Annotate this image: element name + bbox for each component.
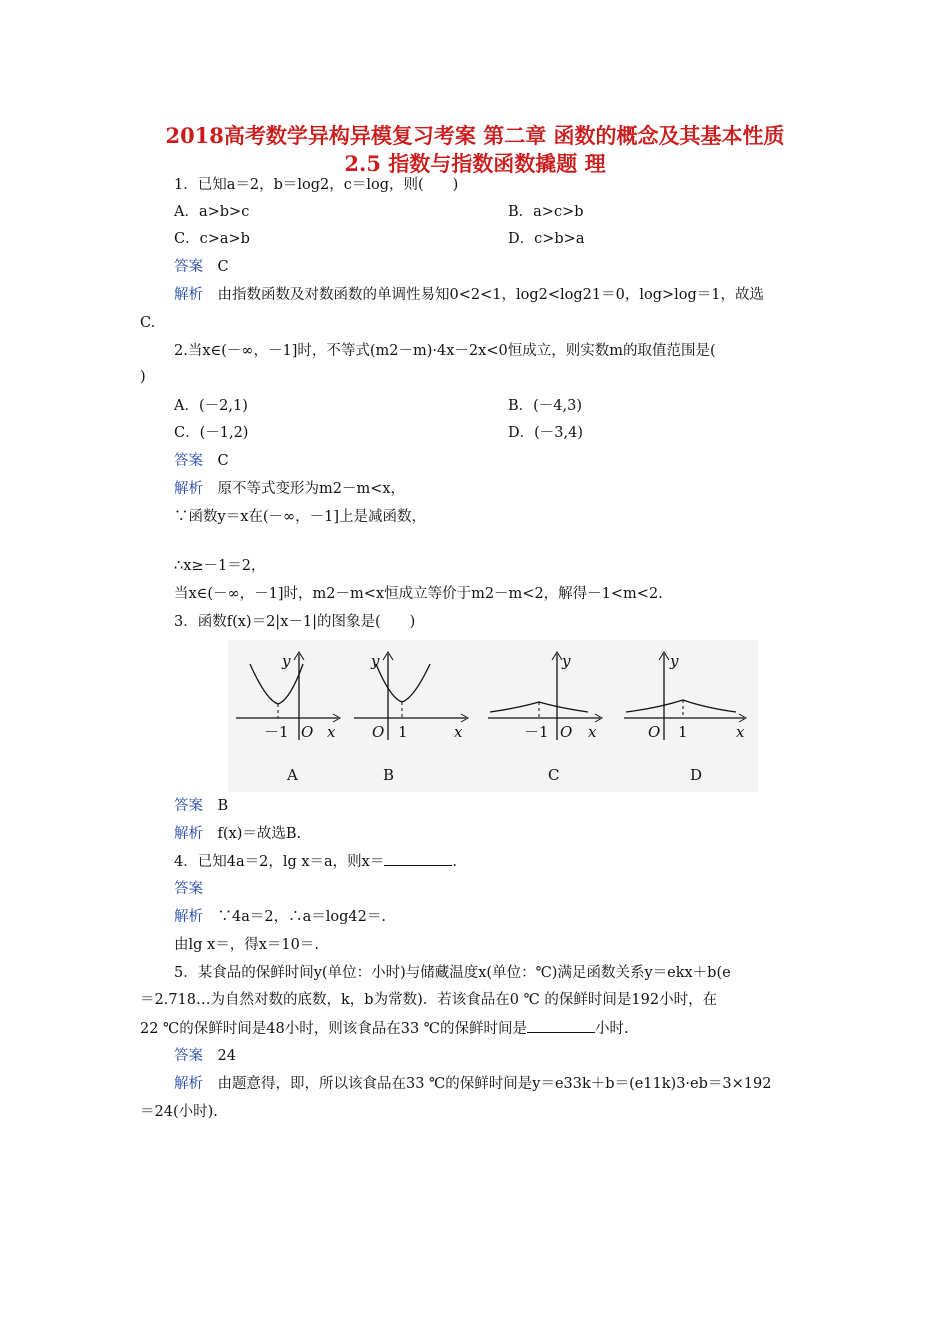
answer-label: 答案 [174,881,203,897]
answer-label: 答案 [174,453,203,469]
graph-b-tick: 1 [398,723,408,741]
graph-d-letter: D [690,766,703,784]
doc-title-line2: 2.5 指数与指数函数撬题 理 [344,151,606,176]
q1-analysis [174,285,764,305]
graph-d-y-label: y [670,652,679,670]
analysis-label: 解析 [174,1076,203,1092]
analysis-text: 由题意得，即，所以该食品在33 ℃的保鲜时间是y＝e33k＋b＝(e11k)3·eb＝3×192 [217,1076,772,1092]
q5-stem-end: 小时. [595,1021,629,1037]
answer-label: 答案 [174,798,203,814]
analysis-label: 解析 [174,909,203,925]
q4-blank [384,851,452,866]
q4-analysis [174,907,386,927]
analysis-text: 原不等式变形为m2－m<x， [217,481,406,497]
answer-label: 答案 [174,259,203,275]
graph-a-y-label: y [282,652,291,670]
graph-c-y-label: y [562,652,571,670]
q5-stem-line2: ＝2.718…为自然对数的底数，k，b为常数)．若该食品在0 ℃ 的保鲜时间是192小时，在 [140,992,718,1008]
answer-value: C [217,453,229,469]
doc-title-line1: 2018高考数学异构异模复习考案 第二章 函数的概念及其基本性质 [165,123,785,148]
q1-option-a: A．a>b>c [174,204,250,220]
q3-stem: 3．函数f(x)＝2|x－1|的图象是( ) [174,614,416,630]
q5-answer [174,1046,236,1066]
analysis-label: 解析 [174,481,203,497]
q2-option-a: A．(－2,1) [174,398,248,414]
graph-b-x-label: x [454,723,463,741]
answer-value: B [217,798,229,814]
q4-stem-text: 4．已知4a＝2，lg x＝a，则x＝ [174,854,385,870]
q5-analysis [174,1074,771,1094]
graph-options-svg [228,640,758,792]
q2-analysis-line4: 当x∈(－∞，－1]时，m2－m<x恒成立等价于m2－m<2，解得－1<m<2. [174,586,663,602]
q2-option-b: B．(－4,3) [508,398,583,414]
graph-d-tick: 1 [678,723,688,741]
analysis-label: 解析 [174,826,203,842]
q4-analysis-line2: 由lg x＝，得x＝10＝. [174,937,319,953]
answer-value: 24 [217,1048,236,1064]
q3-answer [174,796,228,816]
q2-stem-cont: ) [140,369,146,385]
answer-label: 答案 [174,1048,203,1064]
graph-a-origin: O [301,723,314,741]
graph-c-origin: O [560,723,573,741]
q1-option-b: B．a>c>b [508,204,584,220]
q1-stem: 1．已知a＝2，b＝log2，c＝log，则( ) [174,177,459,193]
q1-option-d: D．c>b>a [508,231,585,247]
graph-a-x-label: x [327,723,336,741]
analysis-label: 解析 [174,287,203,303]
q4-stem [174,851,457,872]
q3-graph-figure [228,640,758,792]
q4-answer [174,879,203,899]
q4-stem-end: . [452,854,457,870]
q2-analysis-line3: ∴x≥－1＝2， [174,558,266,574]
q1-analysis-cont: C. [140,315,156,331]
analysis-text: ∵4a＝2，∴a＝log42＝. [217,909,386,925]
q2-option-c: C．(－1,2) [174,425,249,441]
q5-stem-line3 [140,1018,629,1039]
q2-answer [174,451,229,471]
graph-b-letter: B [383,766,395,784]
q5-analysis-line2: ＝24(小时). [140,1104,218,1120]
q2-stem: 2.当x∈(－∞，－1]时，不等式(m2－m)·4x－2x<0恒成立，则实数m的取值范围是( [174,343,716,359]
q5-stem-line1: 5．某食品的保鲜时间y(单位：小时)与储藏温度x(单位：℃)满足函数关系y＝ekx＋b(e [174,965,731,981]
graph-a-tick: －1 [264,723,289,741]
graph-c-x-label: x [588,723,597,741]
q3-analysis [174,824,301,844]
answer-value: C [217,259,229,275]
q1-option-c: C．c>a>b [174,231,250,247]
q5-stem-text: 22 ℃的保鲜时间是48小时，则该食品在33 ℃的保鲜时间是 [140,1021,528,1037]
graph-c-tick: －1 [524,723,549,741]
graph-a-letter: A [287,766,298,784]
graph-b-origin: O [372,723,385,741]
q2-option-d: D．(－3,4) [508,425,583,441]
q2-analysis-line2: ∵函数y＝x在(－∞，－1]上是减函数， [174,509,426,525]
q5-blank [527,1018,595,1033]
analysis-text: f(x)＝故选B. [217,826,302,842]
graph-d-origin: O [648,723,661,741]
graph-b-y-label: y [371,652,380,670]
q1-answer [174,257,229,277]
graph-c-letter: C [548,766,560,784]
graph-d-x-label: x [736,723,745,741]
analysis-text: 由指数函数及对数函数的单调性易知0<2<1，log2<log21＝0，log>log＝1，故选 [217,287,764,303]
q2-analysis [174,479,405,499]
